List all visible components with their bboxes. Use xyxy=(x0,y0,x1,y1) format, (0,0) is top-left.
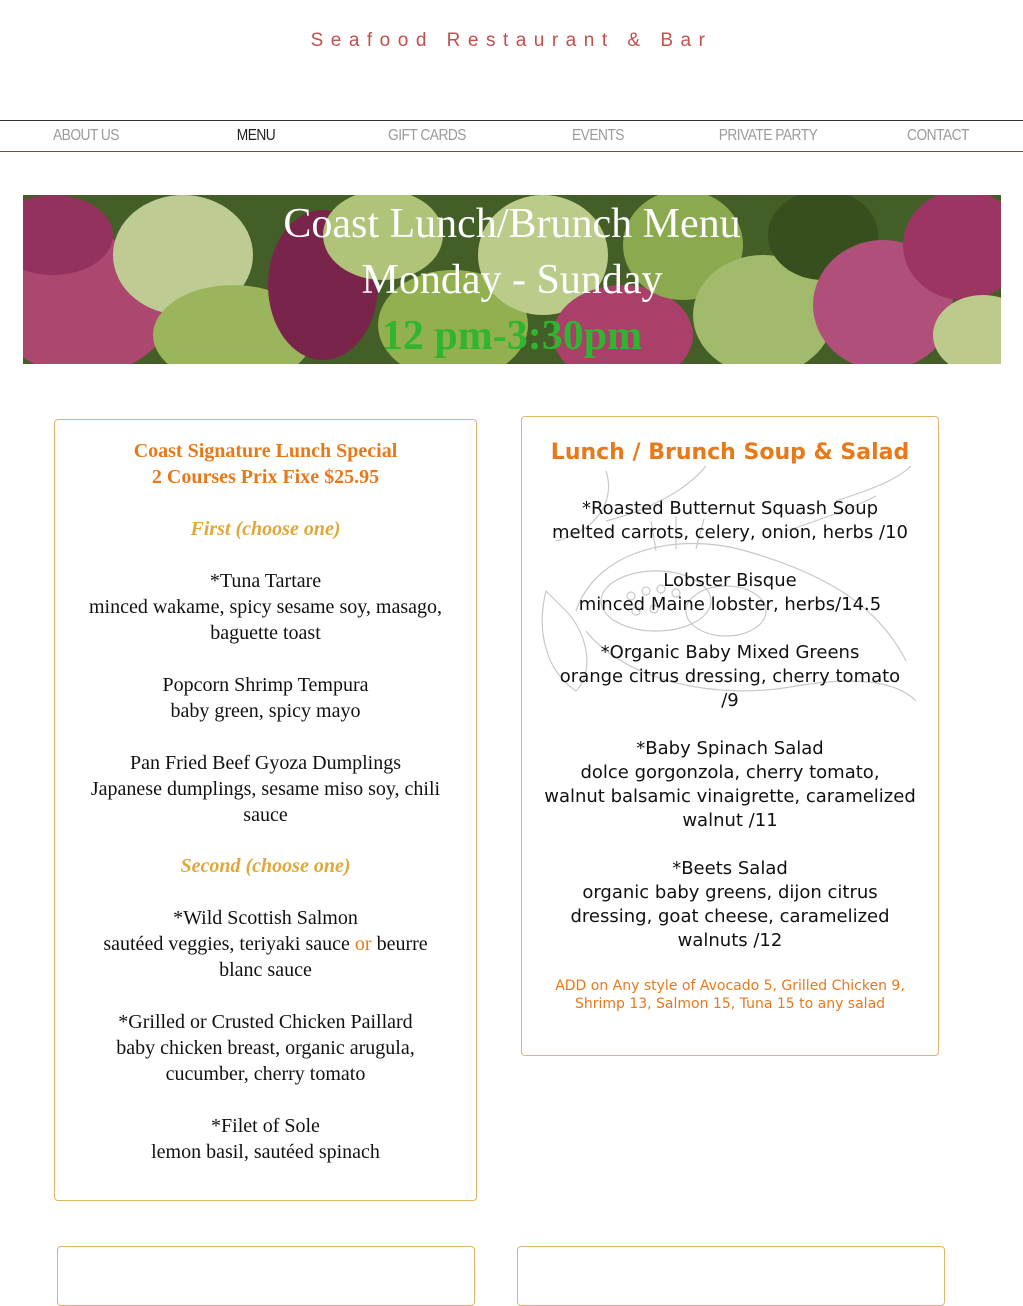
menu-item-name: Popcorn Shrimp Tempura xyxy=(162,674,369,696)
menu-item xyxy=(522,569,938,617)
menu-item xyxy=(55,672,476,724)
menu-item-desc: lemon basil, sautéed spinach xyxy=(151,1141,380,1163)
menu-item xyxy=(522,737,938,833)
soup-salad-card xyxy=(521,416,939,1056)
next-menu-card xyxy=(57,1246,475,1306)
site-tagline: Seafood Restaurant & Bar xyxy=(310,30,713,51)
hero-days: Monday - Sunday xyxy=(361,257,663,303)
second-course-heading: Second (choose one) xyxy=(180,855,351,877)
nav-private-party[interactable]: PRIVATE PARTY xyxy=(718,127,818,144)
menu-item xyxy=(55,750,476,828)
salad-addon-note: ADD on Any style of Avocado 5, Grilled Chicken 9, xyxy=(555,978,905,994)
menu-item-desc: dolce gorgonzola, cherry tomato, xyxy=(580,762,880,783)
menu-item-desc: blanc sauce xyxy=(219,959,312,981)
menu-item-desc: orange citrus dressing, cherry tomato xyxy=(559,666,901,687)
menu-item xyxy=(55,1009,476,1087)
main-nav xyxy=(0,120,1023,152)
menu-item-name: *Tuna Tartare xyxy=(209,570,322,592)
menu-item-desc: walnuts /12 xyxy=(677,930,783,951)
menu-item-name: Pan Fried Beef Gyoza Dumplings xyxy=(129,752,402,774)
menu-item-desc: baby chicken breast, organic arugula, xyxy=(116,1037,415,1059)
menu-item xyxy=(522,641,938,713)
nav-contact[interactable]: CONTACT xyxy=(907,127,969,144)
menu-item-name: *Roasted Butternut Squash Soup xyxy=(581,498,879,519)
signature-special-card xyxy=(54,419,477,1201)
salad-addon-note: Shrimp 13, Salmon 15, Tuna 15 to any salad xyxy=(574,996,886,1012)
desc-or: or xyxy=(354,933,372,955)
signature-price: 2 Courses Prix Fixe $25.95 xyxy=(151,466,380,488)
nav-menu[interactable]: MENU xyxy=(236,127,276,144)
first-course-heading: First (choose one) xyxy=(190,518,341,540)
soup-salad-title: Lunch / Brunch Soup & Salad xyxy=(550,440,910,465)
hero-hours: 12 pm-3:30pm xyxy=(381,313,643,359)
menu-item xyxy=(55,905,476,983)
menu-item-name: Lobster Bisque xyxy=(663,570,797,591)
nav-about-us[interactable]: ABOUT US xyxy=(53,127,119,144)
menu-item-name: *Baby Spinach Salad xyxy=(636,738,824,759)
menu-item-desc: minced Maine lobster, herbs/14.5 xyxy=(578,594,882,615)
signature-title: Coast Signature Lunch Special xyxy=(133,440,398,462)
nav-gift-cards[interactable]: GIFT CARDS xyxy=(388,127,466,144)
nav-events[interactable]: EVENTS xyxy=(572,127,624,144)
menu-item-desc: melted carrots, celery, onion, herbs /10 xyxy=(551,522,908,543)
desc-text: beurre xyxy=(371,933,428,955)
desc-text: sautéed veggies, teriyaki sauce xyxy=(103,933,355,955)
menu-item-desc: baby green, spicy mayo xyxy=(170,700,361,722)
menu-item-desc: organic baby greens, dijon citrus xyxy=(582,882,878,903)
menu-item-name: *Grilled or Crusted Chicken Paillard xyxy=(118,1011,413,1033)
menu-item-name: *Organic Baby Mixed Greens xyxy=(600,642,860,663)
menu-item-desc: dressing, goat cheese, caramelized xyxy=(570,906,890,927)
next-menu-card xyxy=(517,1246,945,1306)
menu-item xyxy=(55,1113,476,1165)
menu-item xyxy=(522,857,938,953)
menu-item-desc: baguette toast xyxy=(210,622,321,644)
menu-item xyxy=(522,497,938,545)
menu-item xyxy=(55,568,476,646)
hero-title: Coast Lunch/Brunch Menu xyxy=(283,201,741,247)
menu-item-name: *Beets Salad xyxy=(672,858,788,879)
hero-banner xyxy=(23,195,1001,364)
menu-item-desc: walnut /11 xyxy=(682,810,778,831)
menu-item-name: *Filet of Sole xyxy=(211,1115,320,1137)
menu-item-desc: walnut balsamic vinaigrette, caramelized xyxy=(544,786,916,807)
menu-item-name: *Wild Scottish Salmon xyxy=(173,907,358,929)
menu-item-desc: cucumber, cherry tomato xyxy=(165,1063,366,1085)
menu-item-desc: Japanese dumplings, sesame miso soy, chili xyxy=(90,778,441,800)
menu-item-desc: minced wakame, spicy sesame soy, masago, xyxy=(88,596,443,618)
menu-item-desc: /9 xyxy=(721,690,739,711)
menu-item-desc: sauce xyxy=(243,804,288,826)
menu-item-desc xyxy=(55,931,476,957)
